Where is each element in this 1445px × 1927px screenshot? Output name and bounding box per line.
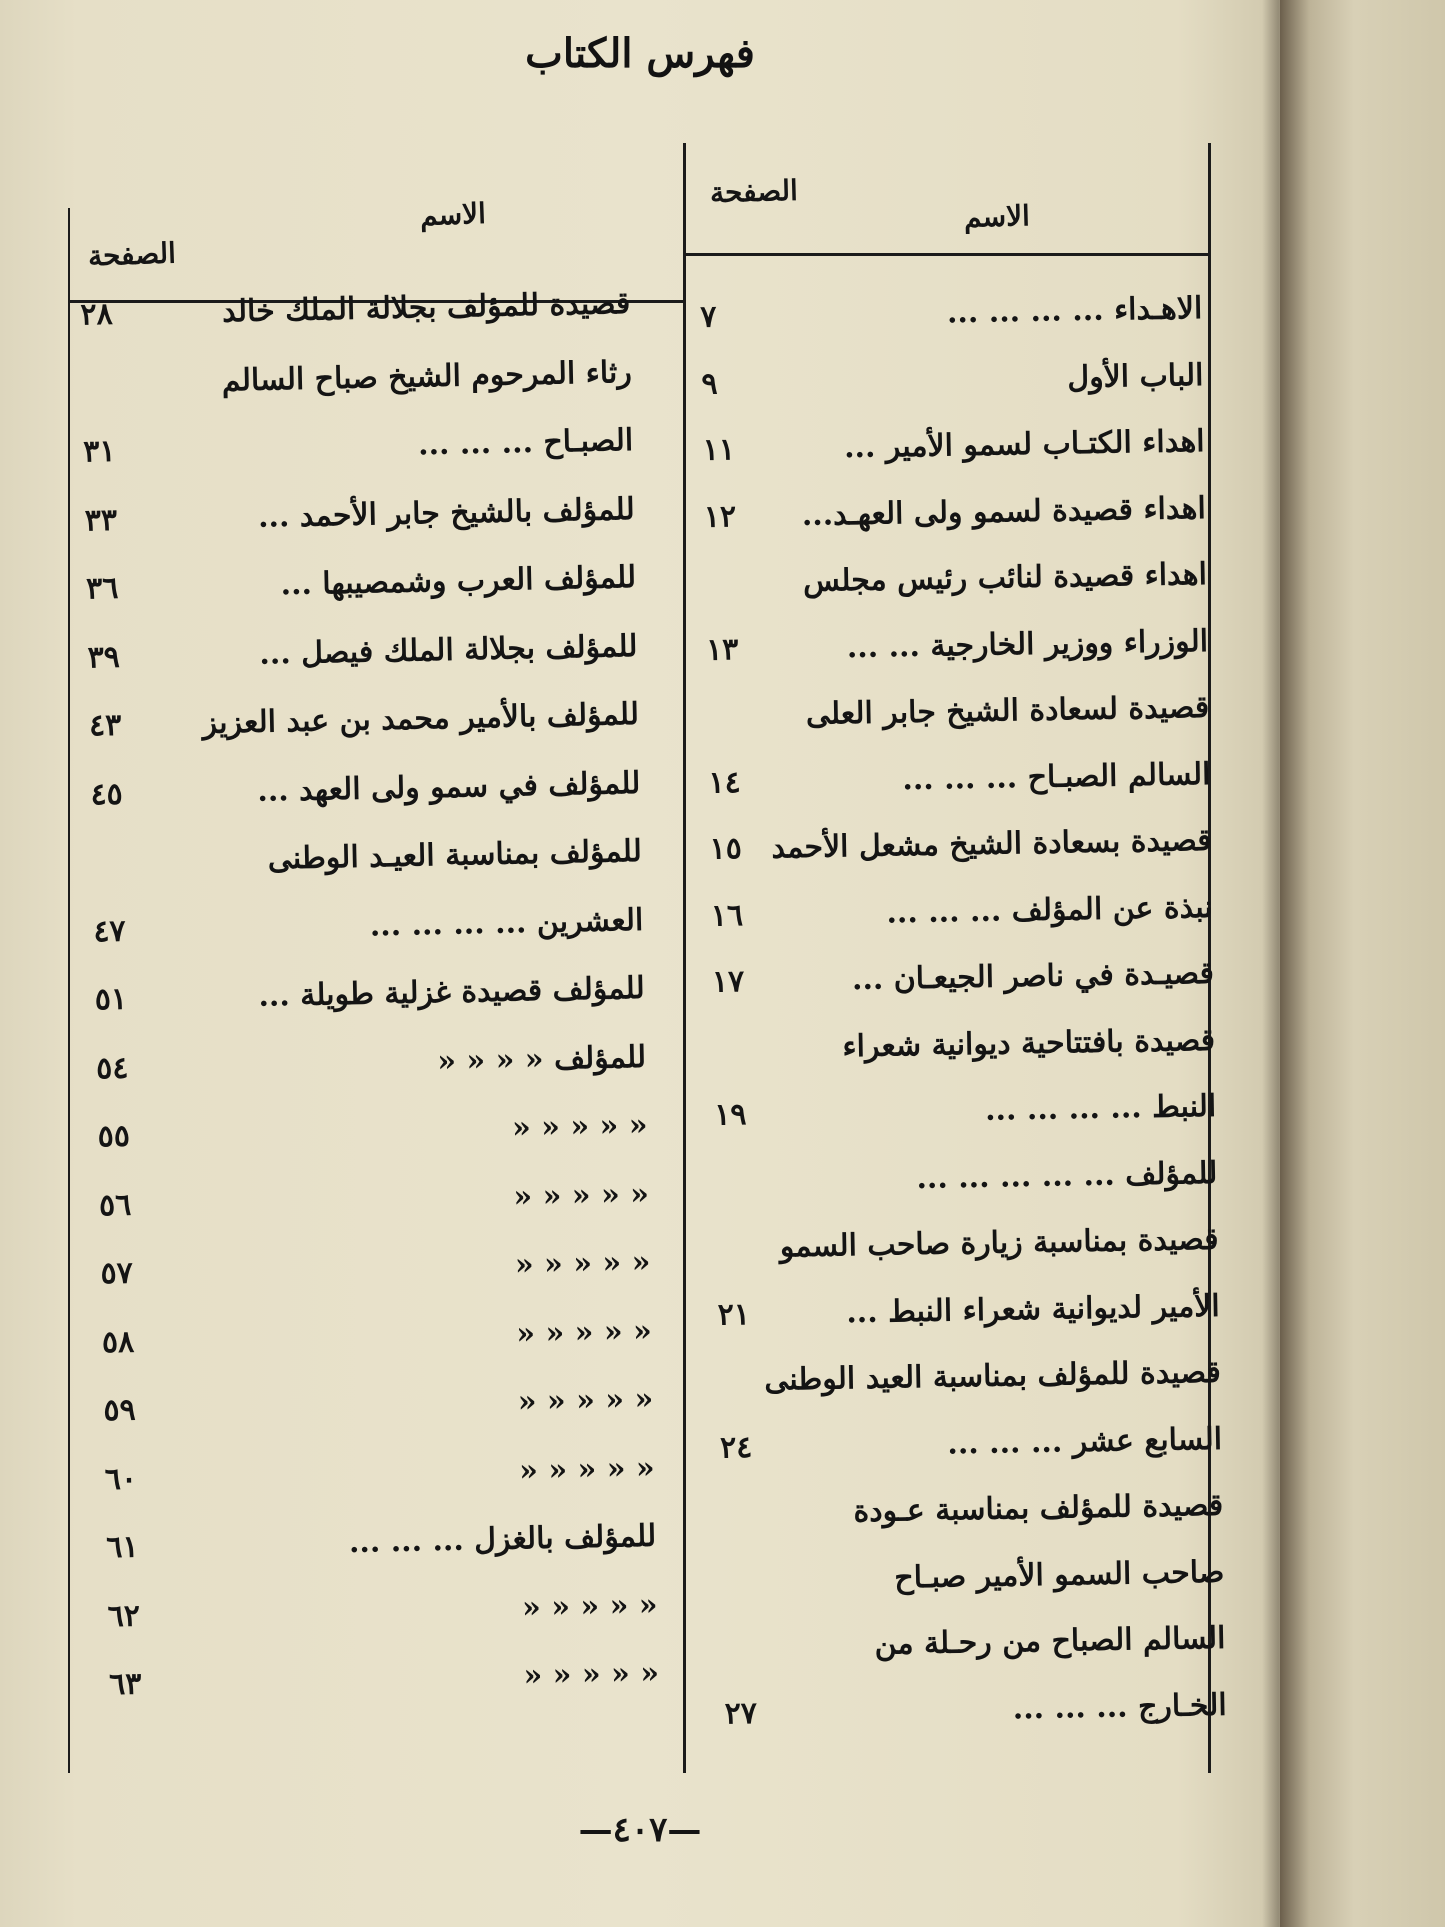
facing-page-edge [1280,0,1445,1927]
entry-page-number: ٥٧ [100,1255,134,1292]
entry-title: رثاء المرحوم الشيخ صباح السالم [221,354,633,399]
entry-title: صاحب السمو الأمير صبـاح [894,1554,1225,1596]
entry-page-number: ١٥ [709,831,743,867]
index-entry [100,1244,651,1326]
index-entry [142,833,643,915]
index-entry [724,1687,1227,1764]
index-entry [725,1157,1218,1232]
entry-title: « « « « « [521,1587,658,1626]
entry-title: الباب الأول [1067,357,1204,395]
entry-page-number: ٣١ [82,433,116,470]
entry-page-number: ٢٨ [80,296,114,333]
entry-title: « « « « « [513,1176,650,1215]
entry-title: « « « « « [517,1381,654,1420]
index-entry [702,423,1205,501]
entry-page-number: ١٢ [703,498,737,535]
table-divider-middle [683,143,686,1773]
entry-title: « « « « « [515,1313,653,1352]
entry-title: قصيدة بمناسبة زيارة صاحب السمو [779,1221,1219,1265]
index-entry [94,970,646,1052]
entry-title: للمؤلف بمناسبة العيـد الوطنى [267,833,643,877]
entry-title: الاهـداء ... ... ... ... [946,291,1203,331]
entry-page-number: ١٤ [708,764,742,801]
index-entry [731,1487,1224,1565]
index-entry [715,556,1208,634]
index-entry [726,1221,1219,1299]
entry-page-number: ٥٨ [101,1324,135,1360]
entry-title: للمؤلف العرب وشمصيبها ... [280,559,637,603]
entry-page-number: ٦٣ [108,1666,142,1703]
entry-title: للمؤلف بالغزل ... ... ... [348,1518,657,1561]
entry-page-number: ٤٧ [92,913,126,949]
entry-title: « « « « « [523,1655,660,1694]
entry-page-number: ٦١ [105,1529,139,1566]
index-entry [732,1556,1225,1631]
index-entry [700,291,1203,368]
entry-title: « « « « « [514,1244,651,1283]
header-name-left: الاسم [419,196,487,233]
page-number: —٤٠٧— [578,1810,702,1850]
entry-page-number: ٥٩ [103,1392,136,1429]
entry-page-number: ١٣ [705,631,739,668]
index-entry [717,1288,1220,1365]
entry-title: الصبـاح ... ... ... [417,422,634,463]
index-entry [703,490,1207,567]
entry-title: للمؤلف بالأمير محمد بن عبد العزيز [202,696,640,742]
entry-title: اهداء قصيدة لسمو ولى العهـد... [801,490,1207,533]
entry-title: قصيدة للمؤلف بجلالة الملك خالد [221,286,631,330]
entry-title: للمؤلف « « « « [436,1039,647,1079]
index-entry [82,422,634,504]
entry-page-number: ٥٤ [95,1050,129,1086]
entry-page-number: ٥٦ [98,1187,132,1223]
entry-page-number: ٩ [701,365,718,402]
page-title: فهرس الكتاب [525,30,755,77]
entry-page-number: ٤٣ [88,707,122,744]
entry-page-number: ٥١ [94,981,128,1018]
index-entry [719,1421,1223,1498]
entry-title: قصيدة لسعادة الشيخ جابر العلى [805,689,1210,732]
index-entry [88,696,640,778]
index-entry [97,1107,648,1189]
entry-title: للمؤلف في سمو ولى العهد ... [256,765,641,809]
index-entry [108,1655,660,1737]
entry-title: السابع عشر ... ... ... [947,1421,1223,1462]
entry-title: قصيدة للمؤلف بمناسبة العيد الوطنى [764,1354,1222,1398]
index-entry [105,1518,657,1600]
index-entry [708,756,1211,833]
table-border-left [68,208,70,1773]
entry-page-number: ٣٩ [87,639,121,675]
entry-title: قصيـدة في ناصر الجيعـان ... [851,955,1215,998]
index-entry [705,623,1209,700]
entry-title: السالم الصبـاح ... ... ... [902,756,1211,797]
entry-title: قصيدة بافتتاحية ديوانية شعراء [842,1022,1216,1064]
entry-title: للمؤلف بالشيخ جابر الأحمد ... [257,491,635,535]
index-entry [80,286,631,367]
index-entry [717,689,1210,767]
entry-page-number: ٢٧ [724,1695,758,1732]
index-entry [709,822,1212,900]
entry-title: اهداء قصيدة لنائب رئيس مجلس [802,556,1208,600]
header-name-right: الاسم [963,199,1031,234]
entry-page-number: ٢٤ [719,1429,753,1466]
entry-title: الأمير لديوانية شعراء النبط ... [845,1288,1220,1330]
header-page-right: الصفحة [709,173,799,210]
entry-title: « « « « « [511,1107,648,1146]
entry-title: السالم الصباح من رحـلة من [874,1620,1226,1662]
index-entry [733,1620,1226,1698]
index-column-right [700,291,1227,1764]
index-entry [103,1381,654,1463]
entry-title: الوزراء ووزير الخارجية ... ... [846,623,1209,665]
entry-page-number: ٣٣ [84,502,118,538]
entry-page-number: ٣٦ [85,570,119,607]
index-entry [85,559,637,641]
entry-title: العشرين ... ... ... ... [369,902,644,944]
entry-title: نبذة عن المؤلف ... ... ... [886,889,1214,931]
entry-title: النبط ... ... ... ... [984,1088,1217,1128]
entry-page-number: ٢١ [717,1296,751,1333]
entry-page-number: ٦٠ [104,1461,138,1497]
entry-title: قصيدة بسعادة الشيخ مشعل الأحمد [771,822,1212,866]
entry-page-number: ١٦ [710,897,744,934]
index-entry [701,357,1204,434]
index-entry [723,1024,1216,1099]
entry-page-number: ١٧ [711,964,745,1000]
entry-title: الخـارج ... ... ... [1012,1687,1227,1727]
header-page-left: الصفحة [87,236,177,273]
entry-title: قصيدة للمؤلف بمناسبة عـودة [853,1487,1224,1530]
entry-title: اهداء الكتـاب لسمو الأمير ... [843,423,1205,466]
entry-page-number: ٤٥ [90,776,124,812]
entry-page-number: ٧ [700,299,717,335]
entry-title: للمؤلف ... ... ... ... ... [916,1155,1218,1196]
entry-title: « « « « « [518,1450,656,1489]
index-column-left [80,286,660,1737]
header-rule-right [683,253,1211,256]
index-entry [713,1088,1217,1166]
entry-title: للمؤلف بجلالة الملك فيصل ... [258,628,638,672]
entry-page-number: ٥٥ [97,1118,131,1155]
entry-title: للمؤلف قصيدة غزلية طويلة ... [258,970,646,1014]
entry-page-number: ٦٢ [107,1598,141,1634]
index-entry [711,955,1215,1033]
entry-page-number: ١٩ [713,1097,747,1133]
entry-page-number: ١١ [702,432,736,468]
index-entry [729,1354,1222,1432]
index-entry [710,889,1214,966]
